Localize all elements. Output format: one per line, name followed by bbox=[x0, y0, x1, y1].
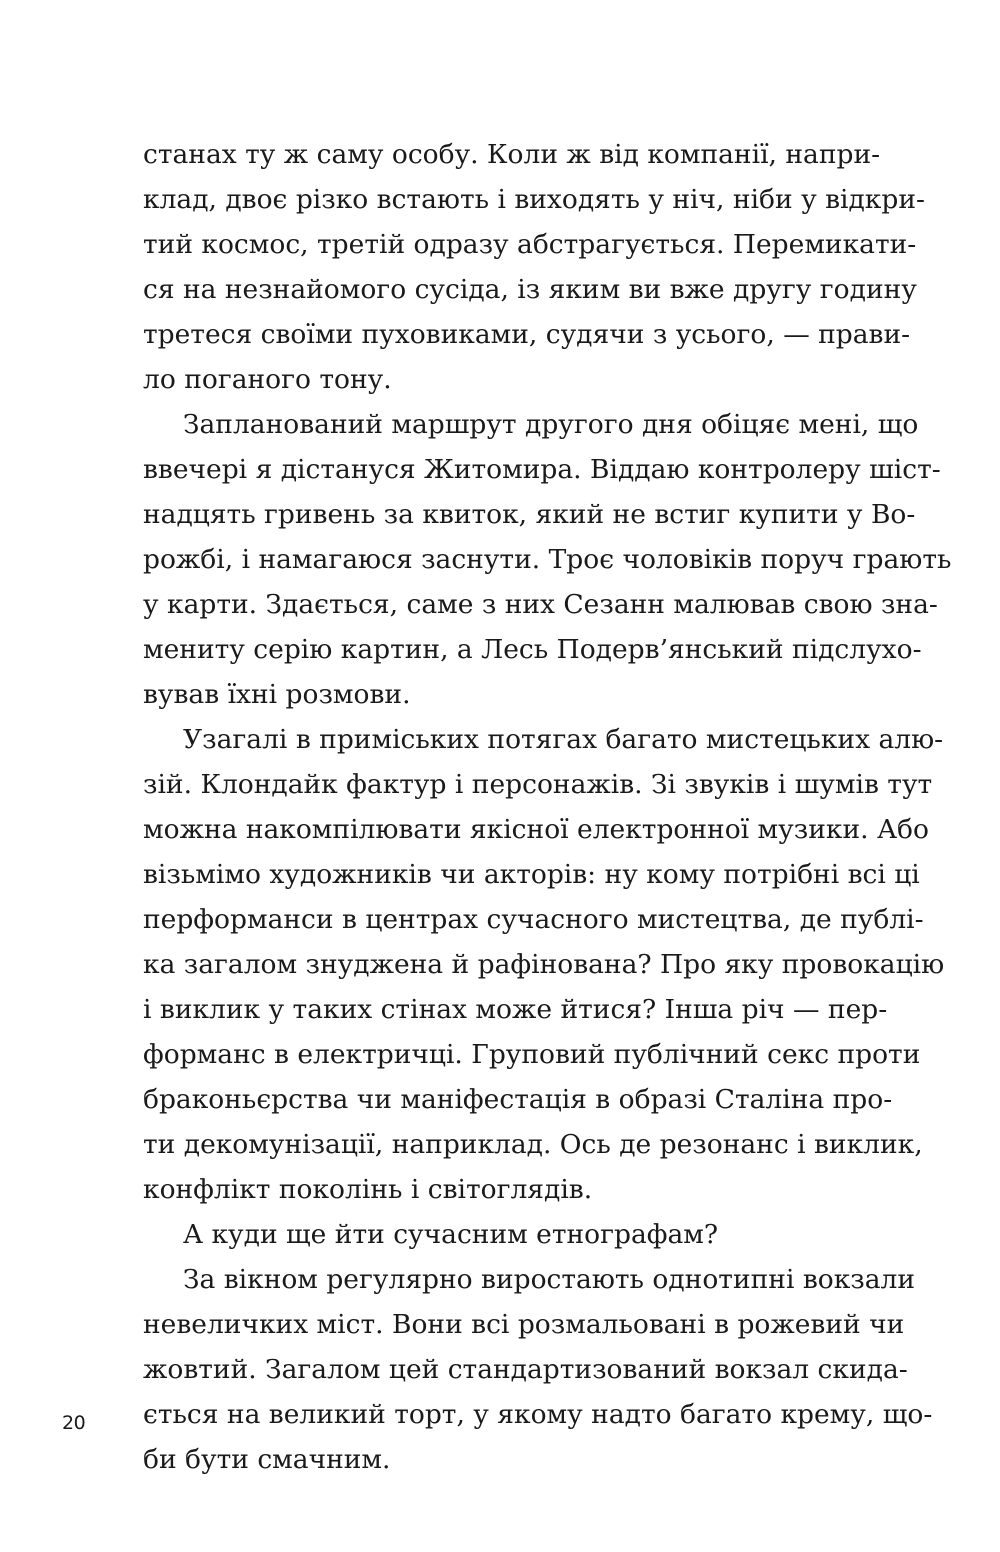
text-line: ти декомунізації, наприклад. Ось де резонанс і виклик, bbox=[143, 1129, 923, 1160]
text-line: візьмімо художників чи акторів: ну кому потрібні всі ці bbox=[143, 859, 920, 890]
text-line: у карти. Здається, саме з них Сезанн малював свою зна- bbox=[143, 589, 938, 620]
text-line: невеличких міст. Вони всі розмальовані в рожевий чи bbox=[143, 1309, 905, 1340]
page-number: 20 bbox=[62, 1412, 86, 1434]
text-line: і виклик у таких стінах може йтися? Інша річ — пер- bbox=[143, 994, 888, 1025]
text-line: ло поганого тону. bbox=[143, 364, 392, 395]
text-line: станах ту ж саму особу. Коли ж від компанії, напри- bbox=[143, 139, 881, 170]
text-line: браконьєрства чи маніфестація в образі Сталіна про- bbox=[143, 1084, 893, 1115]
text-line: третеся своїми пуховиками, судячи з усього, — прави- bbox=[143, 319, 911, 350]
text-line: конфлікт поколінь і світоглядів. bbox=[143, 1174, 593, 1205]
paragraph-3 bbox=[143, 717, 945, 1212]
text-line: Узагалі в приміських потягах багато мистецьких алю- bbox=[183, 724, 944, 755]
text-line: ка загалом знуджена й рафінована? Про яку провокацію bbox=[143, 949, 945, 980]
paragraph-1 bbox=[143, 132, 925, 402]
text-line: надцять гривень за квиток, який не встиг купити у Во- bbox=[143, 499, 916, 530]
text-line: ся на незнайомого сусіда, із яким ви вже другу годину bbox=[143, 274, 917, 305]
text-line: форманс в електричці. Груповий публічний секс проти bbox=[143, 1039, 921, 1070]
text-line: Запланований маршрут другого дня обіцяє мені, що bbox=[183, 409, 919, 440]
text-line: За вікном регулярно виростають однотипні вокзали bbox=[183, 1264, 916, 1295]
body-text bbox=[143, 132, 952, 1482]
text-line: А куди ще йти сучасним етнографам? bbox=[183, 1219, 719, 1250]
text-line: можна накомпілювати якісної електронної музики. Або bbox=[143, 814, 929, 845]
paragraph-4 bbox=[143, 1212, 859, 1257]
text-line: перформанси в центрах сучасного мистецтва, де публі- bbox=[143, 904, 924, 935]
text-line: жовтий. Загалом цей стандартизований вокзал скида- bbox=[143, 1354, 908, 1385]
text-line: мениту серію картин, а Лесь Подерв’янський підслухо- bbox=[143, 634, 922, 665]
text-line: рожбі, і намагаюся заснути. Троє чоловіків поруч грають bbox=[143, 544, 952, 575]
text-line: вував їхні розмови. bbox=[143, 679, 411, 710]
text-line: клад, двоє різко встають і виходять у ніч, ніби у відкри- bbox=[143, 184, 925, 215]
paragraph-2 bbox=[143, 402, 952, 717]
paragraph-5 bbox=[143, 1257, 933, 1482]
text-line: зій. Клондайк фактур і персонажів. Зі звуків і шумів тут bbox=[143, 769, 933, 800]
text-line: тий космос, третій одразу абстрагується. Перемикати- bbox=[143, 229, 917, 260]
text-line: ввечері я дістануся Житомира. Віддаю контролеру шіст- bbox=[143, 454, 941, 485]
text-line: би бути смачним. bbox=[143, 1444, 391, 1475]
text-line: ється на великий торт, у якому надто багато крему, що- bbox=[143, 1399, 933, 1430]
